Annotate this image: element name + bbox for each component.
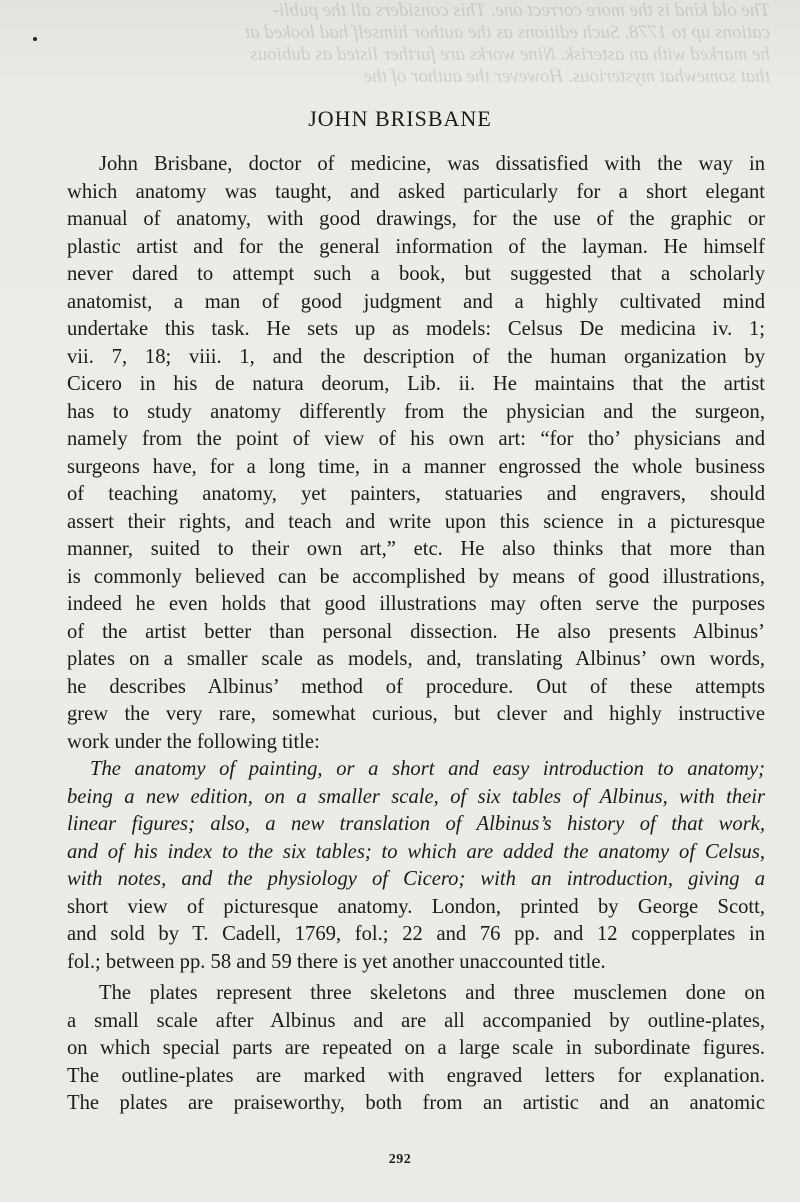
book-title-line: with notes, and the physiology of Cicero; with an introduction, giving a <box>67 868 765 890</box>
text-line: of the artist better than personal dissection. He also presents Albinus’ <box>67 620 765 643</box>
bleed-through-text: The old kind is the more correct one. This considers all the publi- cations up to 1778. Such editions as the author himself had looked at he marked with an asterisk. Nine works are further listed as dubious that somewhat mysterious. However the author of the <box>244 0 770 87</box>
text-line: plates on a smaller scale as models, and, translating Albinus’ own words, <box>67 648 765 670</box>
text-line: indeed he even holds that good illustrations may often serve the purposes <box>67 593 765 615</box>
text-line: of teaching anatomy, yet painters, statuaries and engravers, should <box>67 483 765 505</box>
text-line: undertake this task. He sets up as models: Celsus De medicina iv. 1; <box>67 318 765 340</box>
text-line: vii. 7, 18; viii. 1, and the description of the human organization by <box>67 345 765 368</box>
book-title-line: being a new edition, on a smaller scale, of six tables of Albinus, with their <box>67 785 765 808</box>
chapter-title: JOHN BRISBANE <box>308 106 492 131</box>
text-line: The outline-plates are marked with engraved letters for explanation. <box>67 1064 765 1087</box>
book-title-line: linear figures; also, a new translation of Albinus’s history of that work, <box>67 813 765 835</box>
text-line: surgeons have, for a long time, in a manner engrossed the whole business <box>67 455 765 478</box>
text-line: never dared to attempt such a book, but suggested that a scholarly <box>67 263 765 285</box>
text-line: plastic artist and for the general information of the layman. He himself <box>67 235 765 258</box>
text-line: manner, suited to their own art,” etc. He also thinks that more than <box>67 538 765 560</box>
text-line: John Brisbane, doctor of medicine, was dissatisfied with the way in <box>99 153 765 175</box>
text-line: has to study anatomy differently from the physician and the surgeon, <box>67 400 765 423</box>
text-line: grew the very rare, somewhat curious, but clever and highly instructive <box>67 703 765 725</box>
text-line: The plates represent three skeletons and three musclemen done on <box>99 982 765 1004</box>
book-title-line: and of his index to the six tables; to which are added the anatomy of Celsus, <box>67 840 765 863</box>
text-line: which anatomy was taught, and asked particularly for a short elegant <box>67 180 765 203</box>
text-line: and sold by T. Cadell, 1769, fol.; 22 and 76 pp. and 12 copperplates in <box>67 923 765 945</box>
text-line: manual of anatomy, with good drawings, for the use of the graphic or <box>67 208 765 230</box>
text-line: short view of picturesque anatomy. London, printed by George Scott, <box>67 895 765 918</box>
text-line: anatomist, a man of good judgment and a highly cultivated mind <box>67 290 765 313</box>
text-line: namely from the point of view of his own art: “for tho’ physicians and <box>67 428 765 450</box>
text-line: Cicero in his de natura deorum, Lib. ii. He maintains that the artist <box>67 373 765 395</box>
text-line: assert their rights, and teach and write upon this science in a picturesque <box>67 510 765 533</box>
text-line: The plates are praiseworthy, both from an artistic and an anatomic <box>67 1092 765 1114</box>
ink-speck <box>33 37 37 41</box>
text-line: a small scale after Albinus and are all accompanied by outline-plates, <box>67 1009 765 1032</box>
text-line: he describes Albinus’ method of procedure. Out of these attempts <box>67 675 765 698</box>
text-line: on which special parts are repeated on a large scale in subordinate figures. <box>67 1037 765 1059</box>
body-text <box>67 151 765 1118</box>
page-number: 292 <box>388 1152 412 1167</box>
text-line: work under the following title: <box>67 730 320 753</box>
text-line: is commonly believed can be accomplished by means of good illustrations, <box>67 565 765 588</box>
text-line: fol.; between pp. 58 and 59 there is yet another unaccounted title. <box>67 950 606 973</box>
book-title-line: The anatomy of painting, or a short and easy introduction to anatomy; <box>90 758 765 780</box>
